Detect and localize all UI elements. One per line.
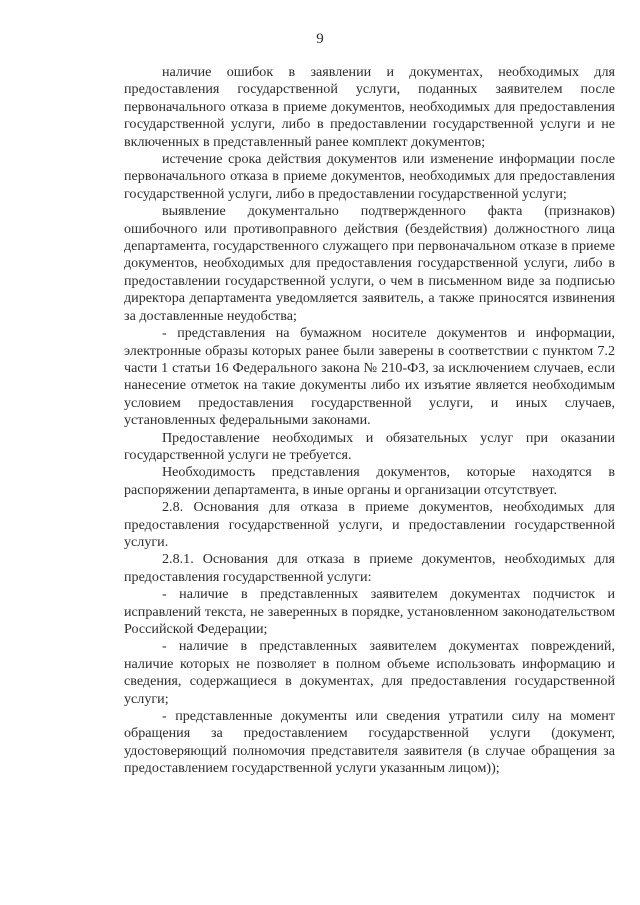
paragraph-paper-documents: - представления на бумажном носителе документов и информации, электронные образы которых ранее были заверены в соответствии с пунктом 7.2 части 1 статьи 16 Федерального закона № 210-ФЗ, за исключением случаев, если нанесение отметок на такие документы либо их изъятие является необходимым условием предоставления государственной услуги, и иных случаев, установленных федеральными законами. — [124, 325, 615, 429]
page-number: 9 — [316, 31, 324, 47]
paragraph-document-expiry: истечение срока действия документов или изменение информации после первоначального отказа в приеме документов, необходимых для предоставления государственной услуги, либо в предоставлении государственной услуги; — [124, 151, 615, 202]
paragraph-errors-in-application: наличие ошибок в заявлении и документах, необходимых для предоставления государственной услуги, поданных заявителем после первоначального отказа в приеме документов, необходимых для предоставления государственной услуги, либо в предоставлении государственной услуги и не включенных в представленный ранее комплект документов; — [124, 64, 615, 150]
section-2-8-1-heading: 2.8.1. Основания для отказа в приеме документов, необходимых для предоставления государственной услуги: — [124, 551, 615, 585]
paragraph-mandatory-services: Предоставление необходимых и обязательных услуг при оказании государственной услуги не требуется. — [124, 429, 615, 463]
paragraph-erroneous-action: выявление документально подтвержденного факта (признаков) ошибочного или противоправного действия (бездействия) должностного лица департамента, государственного служащего при первоначальном отказе в приеме документов, необходимых для предоставления государственной услуги, либо в предоставлении государственной услуги, о чем в письменном виде за подписью директора департамента уведомляется заявитель, а также приносятся извинения за доставленные неудобства; — [124, 203, 615, 324]
paragraph-documents-in-possession: Необходимость представления документов, которые находятся в распоряжении департамента, в иные органы и организации отсутствует. — [124, 464, 615, 498]
paragraph-damages: - наличие в представленных заявителем документах повреждений, наличие которых не позволяет в полном объеме использовать информацию и сведения, содержащиеся в документах, для предоставления государственной услуги; — [124, 638, 615, 707]
paragraph-expired-documents: - представленные документы или сведения утратили силу на момент обращения за предоставлением государственной услуги (документ, удостоверяющий полномочия представителя заявителя (в случае обращения за предоставлением государственной услуги указанным лицом)); — [124, 708, 615, 777]
document-body — [124, 64, 615, 778]
paragraph-corrections: - наличие в представленных заявителем документах подчисток и исправлений текста, не заверенных в порядке, установленном законодательством Российской Федерации; — [124, 586, 615, 637]
section-2-8-heading: 2.8. Основания для отказа в приеме документов, необходимых для предоставления государственной услуги, и предоставлении государственной услуги. — [124, 499, 615, 550]
